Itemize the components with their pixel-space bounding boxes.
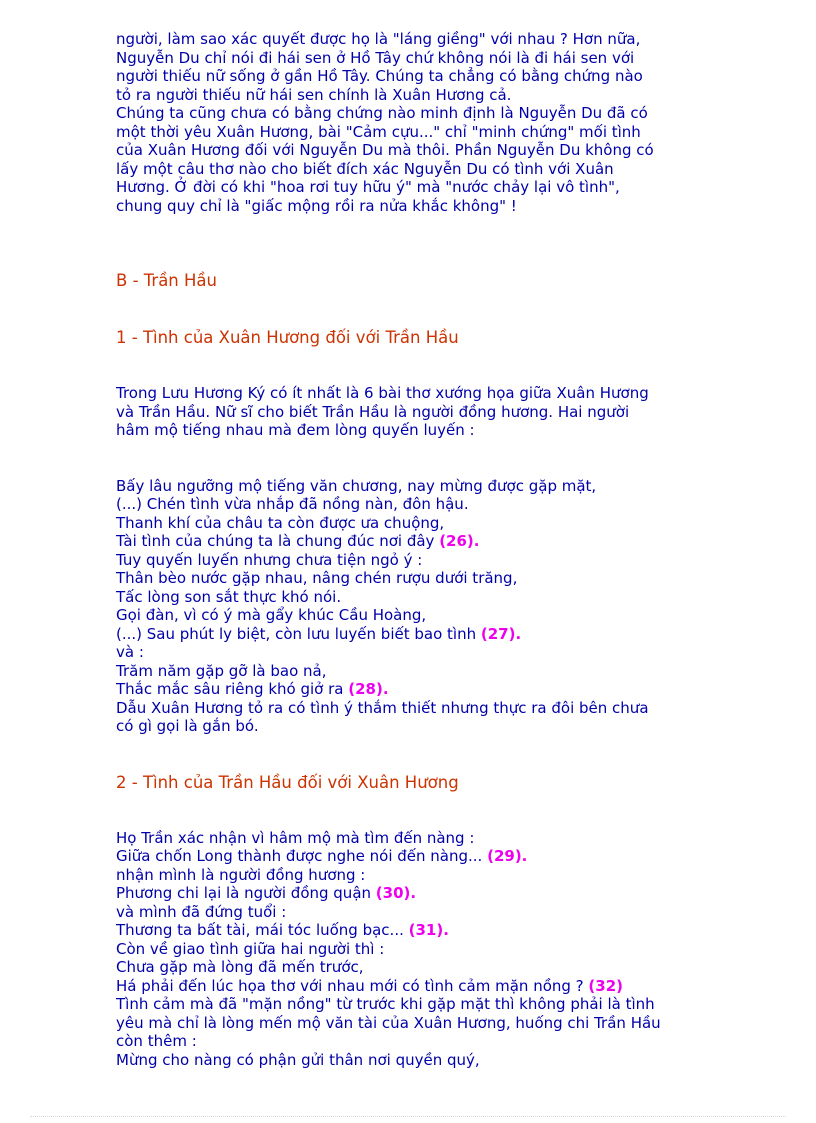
- document-page: [116, 30, 716, 1069]
- text-line: của Xuân Hương đối với Nguyễn Du mà thôi. Phần Nguyễn Du không có: [116, 141, 654, 159]
- poem-line: (...) Sau phút ly biệt, còn lưu luyến biết bao tình (27).: [116, 624, 522, 643]
- text-line: người, làm sao xác quyết được họ là "láng giềng" với nhau ? Hơn nữa,: [116, 30, 641, 48]
- poem-line: có gì gọi là gắn bó.: [116, 717, 259, 735]
- footnote-ref: (31).: [408, 921, 449, 939]
- poem-line: Há phải đến lúc họa thơ với nhau mới có tình cảm mặn nồng ? (32): [116, 976, 624, 995]
- section-heading-b: B - Trần Hầu: [116, 271, 217, 290]
- poem-block-2: [116, 829, 716, 1070]
- poem-line: còn thêm :: [116, 1032, 197, 1050]
- text-line: Hương. Ở đời có khi "hoa rơi tuy hữu ý" mà "nước chảy lại vô tình",: [116, 178, 620, 196]
- text-line: hâm mộ tiếng nhau mà đem lòng quyến luyến :: [116, 421, 475, 439]
- poem-block-1: [116, 477, 716, 736]
- poem-line: nhận mình là người đồng hương :: [116, 865, 366, 884]
- poem-line: Thắc mắc sâu riêng khó giở ra (28).: [116, 680, 389, 698]
- poem-line: Còn về giao tình giữa hai người thì :: [116, 939, 385, 958]
- poem-line: Phương chi lại là người đồng quận (30).: [116, 884, 417, 902]
- poem-line: Gọi đàn, vì có ý mà gẩy khúc Cầu Hoàng,: [116, 606, 427, 624]
- text-line: Chúng ta cũng chưa có bằng chứng nào minh định là Nguyễn Du đã có: [116, 104, 648, 122]
- text-line: một thời yêu Xuân Hương, bài "Cảm cựu..." chỉ "minh chứng" mối tình: [116, 122, 641, 141]
- poem-line: (...) Chén tình vừa nhắp đã nồng nàn, đôn hậu.: [116, 495, 469, 513]
- poem-line: Bấy lâu ngưỡng mộ tiếng văn chương, nay mừng được gặp mặt,: [116, 476, 597, 495]
- text-line: chung quy chỉ là "giấc mộng rồi ra nửa khắc không" !: [116, 196, 517, 215]
- poem-line: Tình cảm mà đã "mặn nồng" từ trước khi gặp mặt thì không phải là tình: [116, 995, 655, 1013]
- poem-line: Tài tình của chúng ta là chung đúc nơi đây (26).: [116, 532, 480, 550]
- paragraph-block-1: [116, 30, 716, 215]
- poem-line: Thanh khí của châu ta còn được ưa chuộng,: [116, 513, 445, 532]
- poem-line: Giữa chốn Long thành được nghe nói đến nàng... (29).: [116, 847, 528, 865]
- text-line: lấy một câu thơ nào cho biết đích xác Nguyễn Du có tình với Xuân: [116, 159, 614, 178]
- poem-line: Chưa gặp mà lòng đã mến trước,: [116, 958, 364, 976]
- poem-line: Thương ta bất tài, mái tóc luống bạc... (31).: [116, 921, 449, 939]
- footnote-ref: (28).: [348, 680, 389, 698]
- subsection-heading-1: 1 - Tình của Xuân Hương đối với Trần Hầu: [116, 328, 459, 347]
- text-line: tỏ ra người thiếu nữ hái sen chính là Xuân Hương cả.: [116, 85, 512, 104]
- text-line: Trong Lưu Hương Ký có ít nhất là 6 bài thơ xướng họa giữa Xuân Hương: [116, 384, 649, 402]
- text-line: Nguyễn Du chỉ nói đi hái sen ở Hồ Tây chứ không nói là đi hái sen với: [116, 48, 635, 67]
- poem-line: Thân bèo nước gặp nhau, nâng chén rượu dưới trăng,: [116, 569, 518, 587]
- text-line: và Trần Hầu. Nữ sĩ cho biết Trần Hầu là người đồng hương. Hai người: [116, 402, 630, 421]
- poem-line: yêu mà chỉ là lòng mến mộ văn tài của Xuân Hương, huống chi Trần Hầu: [116, 1013, 661, 1032]
- subsection-heading-2: 2 - Tình của Trần Hầu đối với Xuân Hương: [116, 772, 459, 792]
- poem-line: và mình đã đứng tuổi :: [116, 902, 287, 921]
- poem-line: Tuy quyến luyến nhưng chưa tiện ngỏ ý :: [116, 550, 423, 569]
- poem-line: Trăm năm gặp gỡ là bao nả,: [116, 661, 327, 680]
- footer-divider: [30, 1116, 786, 1117]
- poem-line: Họ Trần xác nhận vì hâm mộ mà tìm đến nàng :: [116, 828, 475, 847]
- intro-paragraph: [116, 384, 716, 440]
- poem-line: Mừng cho nàng có phận gửi thân nơi quyền quý,: [116, 1050, 480, 1069]
- poem-line: Tấc lòng son sắt thực khó nói.: [116, 587, 342, 606]
- footnote-ref: (32): [588, 976, 624, 995]
- footnote-ref: (30).: [375, 884, 417, 902]
- text-line: người thiếu nữ sống ở gần Hồ Tây. Chúng ta chẳng có bằng chứng nào: [116, 67, 643, 85]
- footnote-ref: (27).: [480, 624, 522, 643]
- poem-line: Dẫu Xuân Hương tỏ ra có tình ý thắm thiết nhưng thực ra đôi bên chưa: [116, 698, 649, 717]
- footnote-ref: (29).: [487, 847, 528, 865]
- footnote-ref: (26).: [439, 532, 480, 550]
- poem-line: và :: [116, 643, 144, 661]
